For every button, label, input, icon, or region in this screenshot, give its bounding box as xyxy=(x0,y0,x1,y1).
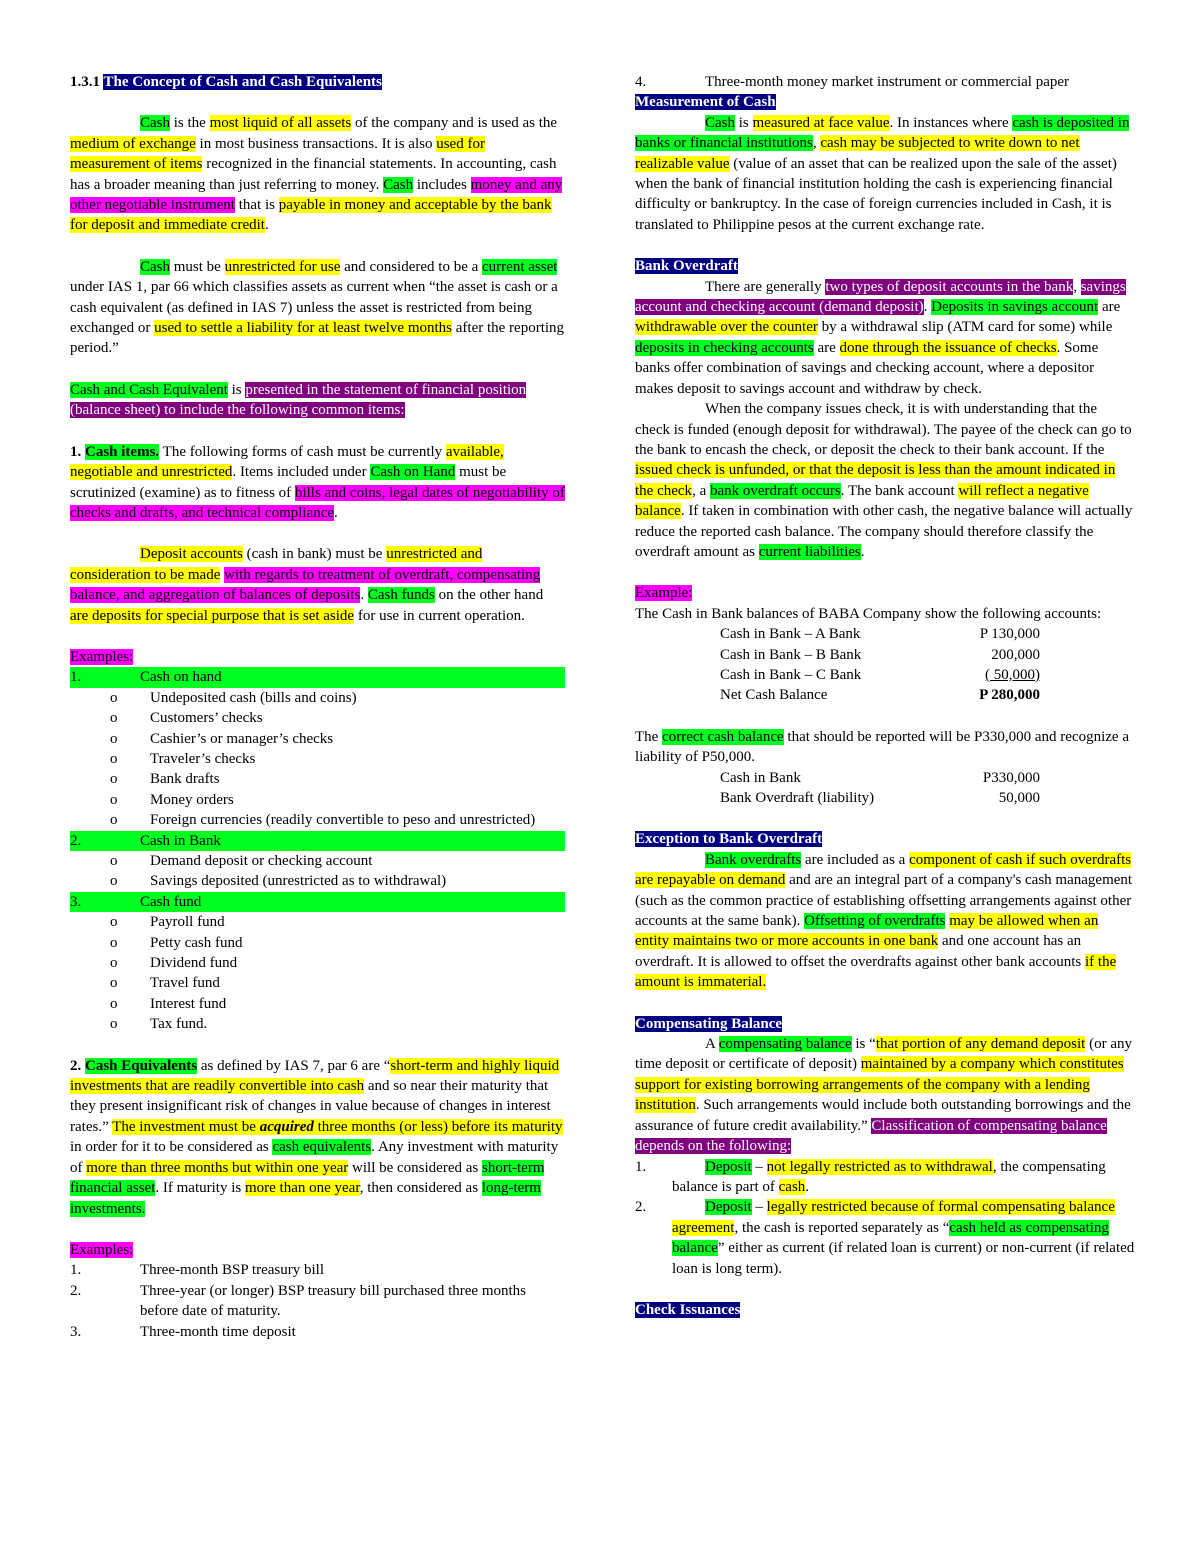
list-item: o Customers’ checks xyxy=(110,710,263,727)
text-segment: most liquid of all assets xyxy=(209,115,352,132)
text-segment: after the reporting period.” xyxy=(70,320,565,357)
list-item: o Undeposited cash (bills and coins) xyxy=(110,689,357,706)
text-segment: legally restricted because of formal compensating balance agreement xyxy=(672,1199,1115,1236)
text-segment: (or any time deposit or certificate of deposit) xyxy=(635,1036,1133,1073)
text-segment: Cash xyxy=(140,258,170,275)
text-segment: , the cash is reported separately as “ xyxy=(734,1219,950,1236)
text-segment: . xyxy=(805,1178,810,1195)
cash-balance-table xyxy=(720,624,1040,706)
paragraph-presented xyxy=(70,380,565,421)
overdraft-heading: Bank Overdraft xyxy=(635,258,738,275)
text-segment: current asset xyxy=(482,258,558,275)
text-segment: that should be reported will be P330,000 and recognize a liability of P50,000. xyxy=(635,728,1129,766)
text-segment: of the company and is used as the xyxy=(351,115,558,132)
text-segment: under IAS 1, par 66 which classifies assets as current when “the asset is cash or a cash equivalent (as defined in IAS 7) unless the asset is restricted from being exchanged or xyxy=(70,279,558,337)
text-segment: Cash xyxy=(383,176,414,193)
text-segment: . Items included under xyxy=(232,464,371,481)
text-segment: A xyxy=(705,1036,719,1053)
text-segment: done through the issuance of checks xyxy=(839,339,1057,356)
text-segment: are deposits for special purpose that is set aside xyxy=(70,607,355,624)
group-header: 1. Cash on hand xyxy=(70,667,565,687)
list-item: o Bank drafts xyxy=(110,771,220,788)
list-item: 3. Three-month time deposit xyxy=(70,1323,296,1340)
list-item: o Foreign currencies (readily convertible to peso and unrestricted) xyxy=(110,812,536,829)
group-header: 3. Cash fund xyxy=(70,892,565,912)
text-segment: Offsetting of overdrafts xyxy=(804,913,946,930)
text-segment: is the xyxy=(170,115,210,132)
text-segment: . In instances where xyxy=(889,114,1013,131)
left-column xyxy=(70,72,565,1342)
text-segment: , xyxy=(812,135,821,152)
text-segment: must be xyxy=(170,258,225,275)
text-segment: that is xyxy=(234,197,279,214)
text-segment: two types of deposit accounts in the bank xyxy=(825,278,1074,295)
text-segment: , a xyxy=(692,482,710,499)
text-segment: withdrawable over the counter xyxy=(635,319,818,336)
text-segment: and so near their maturity that they present insignificant risk of changes in value because of changes in interest rates.” xyxy=(70,1078,551,1135)
check-heading: Check Issuances xyxy=(635,1301,741,1318)
text-segment: There are generally xyxy=(705,278,826,295)
text-segment: – xyxy=(751,1199,767,1216)
text-segment: . If taken in combination with other cash, the negative balance will actually reduce the reported cash balance. The company should therefore classify the overdraft amount as xyxy=(635,503,1133,560)
text-segment: recognized in the financial statements. In accounting, cash has a broader meaning than just referring to money. xyxy=(70,156,557,193)
compensating-heading: Compensating Balance xyxy=(635,1015,783,1032)
text-segment: . Any investment with maturity of xyxy=(70,1139,559,1176)
table-row: Cash in Bank P330,000 xyxy=(720,769,1040,786)
paragraph-check-issues xyxy=(635,399,1135,562)
examples2-label: Examples: xyxy=(70,1241,134,1258)
text-segment: and considered to be a xyxy=(340,258,483,275)
list-item: o Tax fund. xyxy=(110,1016,208,1033)
example-label: Example: xyxy=(635,585,693,602)
paragraph-compensating xyxy=(635,1034,1135,1156)
text-segment: bank overdraft occurs xyxy=(709,482,841,499)
text-segment: . xyxy=(923,299,932,316)
text-segment: Cash xyxy=(705,114,735,131)
group-header: 2. Cash in Bank xyxy=(70,831,565,851)
text-segment: may be allowed when an entity maintains two or more accounts in one bank xyxy=(635,913,1099,950)
text-segment: is “ xyxy=(851,1036,876,1053)
text-segment: savings account and checking account (demand deposit) xyxy=(635,278,1126,316)
text-segment: The investment must be xyxy=(112,1118,260,1135)
list-item: o Traveler’s checks xyxy=(110,750,256,767)
text-segment: . xyxy=(360,587,368,604)
text-segment: The xyxy=(635,728,663,745)
text-segment: medium of exchange xyxy=(70,135,196,152)
text-segment: is xyxy=(735,114,753,131)
text-segment: as defined by IAS 7, par 6 are “ xyxy=(197,1057,391,1074)
text-segment: are included as a xyxy=(801,851,910,868)
table-row: Cash in Bank – C Bank ( 50,000) xyxy=(720,666,1040,683)
text-segment: cash is deposited in banks or financial institutions xyxy=(635,114,1130,152)
text-segment: money and any other negotiable instrument xyxy=(70,176,563,214)
text-segment: on the other hand xyxy=(434,587,544,604)
text-segment: includes xyxy=(413,176,471,193)
text-segment: short-term financial asset xyxy=(70,1159,545,1197)
measurement-heading: Measurement of Cash xyxy=(635,94,776,111)
text-segment: if the amount is immaterial. xyxy=(635,953,1117,991)
text-segment: used to settle a liability for at least twelve months xyxy=(154,320,452,337)
list-item: o Interest fund xyxy=(110,995,227,1012)
list-item: o Savings deposited (unrestricted as to withdrawal) xyxy=(110,873,447,890)
text-segment: . Some banks offer combination of savings and checking account, where a depositor makes deposit to savings account and withdraw by check. xyxy=(635,339,1099,397)
paragraph-cash-unrestricted xyxy=(70,257,565,359)
text-segment: current liabilities xyxy=(758,543,861,560)
text-segment: deposits in checking accounts xyxy=(635,339,814,356)
text-segment: by a withdrawal slip (ATM card for some) while xyxy=(817,319,1113,336)
text-segment: cash equivalents xyxy=(272,1139,372,1156)
text-segment: maintained by a company which constitutes support for existing borrowing arrangements of the company with a lending institution xyxy=(635,1056,1124,1114)
table-row: Cash in Bank – B Bank 200,000 xyxy=(720,646,1040,663)
example-intro: The Cash in Bank balances of BABA Company show the following accounts: xyxy=(635,605,1102,622)
text-segment: are xyxy=(813,339,840,356)
text-segment: Deposits in savings account xyxy=(931,299,1099,316)
text-segment: Cash items. xyxy=(85,443,160,460)
text-segment: cash held as compensating balance xyxy=(672,1219,1109,1257)
text-segment: Cash Equivalents xyxy=(85,1057,198,1074)
list-item: o Cashier’s or manager’s checks xyxy=(110,730,334,747)
text-segment: and one account has an overdraft. It is allowed to offset the overdrafts against other bank accounts xyxy=(635,933,1085,970)
text-segment: Bank overdrafts xyxy=(705,851,802,868)
text-segment: acquired xyxy=(259,1118,314,1135)
text-segment: issued check is unfunded, or that the deposit is less than the amount indicated in the check xyxy=(635,462,1116,499)
paragraph-overdraft xyxy=(635,277,1135,399)
list-item: o Petty cash fund xyxy=(110,934,243,951)
text-segment: Deposit xyxy=(705,1199,752,1216)
text-segment: , then considered as xyxy=(359,1180,482,1197)
text-segment: more than three months but within one year xyxy=(86,1159,349,1176)
text-segment: with regards to treatment of overdraft, compensating balance, and aggregation of balances of deposits xyxy=(70,566,541,604)
compensating-list xyxy=(635,1157,1135,1279)
list-item: 1. Three-month BSP treasury bill xyxy=(70,1262,324,1279)
text-segment: cash xyxy=(778,1178,806,1195)
text-segment: , xyxy=(1073,278,1081,295)
text-segment: unrestricted for use xyxy=(224,258,341,275)
list-item: o Money orders xyxy=(110,791,234,808)
exception-heading: Exception to Bank Overdraft xyxy=(635,831,823,848)
list-item: 2. Three-year (or longer) BSP treasury bill purchased three months before date of maturity. xyxy=(70,1282,526,1320)
text-segment: and are an integral part of a company's cash management (such as the common practice of establishing offsetting arrangements against other accounts at the same bank). xyxy=(635,872,1133,930)
paragraph-cash-equivalents xyxy=(70,1056,565,1219)
text-segment: Classification of compensating balance depends on the following: xyxy=(635,1117,1107,1155)
text-segment: , the compensating balance is part of xyxy=(672,1158,1106,1195)
text-segment: 1. xyxy=(70,443,85,460)
text-segment: (value of an asset that can be realized upon the sale of the asset) when the bank of financial institution holding the cash is experiencing financial difficulty or bankruptcy. In the case of foreign currencies included in Cash, it is translated to Philippine pesos at the current exchange rate. xyxy=(635,155,1117,233)
corrected-balance-table xyxy=(720,768,1040,809)
list-item: o Dividend fund xyxy=(110,955,238,972)
text-segment: Cash on Hand xyxy=(370,464,456,481)
text-segment: short-term and highly liquid investments that are readily convertible into cash xyxy=(70,1057,560,1095)
list-item: o Demand deposit or checking account xyxy=(110,853,373,869)
paragraph-cash-items xyxy=(70,442,565,524)
examples-list xyxy=(70,667,565,1034)
text-segment: unrestricted and consideration to be made xyxy=(70,546,483,583)
text-segment: is xyxy=(227,381,246,398)
text-segment: . The bank account xyxy=(840,482,959,499)
list-item: 4. Three-month money market instrument or commercial paper xyxy=(635,74,1070,90)
text-segment: long-term investments. xyxy=(70,1180,541,1217)
text-segment: measured at face value xyxy=(752,114,890,131)
text-segment: presented in the statement of financial position (balance sheet) to include the following common items: xyxy=(70,381,527,419)
right-column xyxy=(635,72,1135,1320)
text-segment: payable in money and acceptable by the bank for deposit and immediate credit xyxy=(70,197,552,234)
list-item: 1. Deposit – not legally restricted as to withdrawal, the compensating balance is part of cash. xyxy=(635,1158,1106,1195)
list-item: o Payroll fund xyxy=(110,914,225,931)
text-segment: in most business transactions. It is also xyxy=(195,135,437,152)
text-segment: 2. xyxy=(70,1057,85,1074)
text-segment: Cash funds xyxy=(367,587,435,604)
text-segment: will be considered as xyxy=(348,1159,482,1176)
list-item: o Travel fund xyxy=(110,975,220,992)
paragraph-correct-balance xyxy=(635,727,1135,768)
text-segment: more than one year xyxy=(244,1180,360,1197)
text-segment: . xyxy=(860,543,865,560)
table-row: Net Cash Balance P 280,000 xyxy=(720,687,1040,704)
text-segment: not legally restricted as to withdrawal xyxy=(766,1158,993,1175)
text-segment: . xyxy=(334,504,338,521)
text-segment: Cash and Cash Equivalent xyxy=(70,381,228,398)
text-segment: correct cash balance xyxy=(662,728,784,745)
section-title: The Concept of Cash and Cash Equivalents xyxy=(103,74,382,90)
text-segment: cash may be subjected to write down to net realizable value xyxy=(635,135,1080,172)
paragraph-deposit-accounts xyxy=(70,544,565,626)
text-segment: . xyxy=(264,217,269,234)
examples-label: Examples: xyxy=(70,648,134,665)
text-segment: Cash xyxy=(140,115,170,132)
text-segment: Deposit accounts xyxy=(140,546,243,563)
text-segment: bills and coins, legal dates of negotiability of checks and drafts, and technical compliance xyxy=(70,484,565,521)
text-segment: component of cash if such overdrafts are repayable on demand xyxy=(635,851,1132,889)
examples2-list xyxy=(70,1260,565,1342)
text-segment: will reflect a negative balance xyxy=(635,482,1089,520)
text-segment: . If maturity is xyxy=(155,1180,245,1197)
text-segment: in order for it to be considered as xyxy=(70,1139,273,1156)
text-segment: Deposit xyxy=(705,1158,752,1175)
text-segment: are xyxy=(1098,299,1121,316)
text-segment: three months (or less) before its maturity xyxy=(313,1118,563,1135)
text-segment: ” either as current (if related loan is current) or non-current (if related loan is long term). xyxy=(672,1240,1135,1277)
text-segment: that portion of any demand deposit xyxy=(875,1036,1086,1053)
section-heading: 1.3.1 The Concept of Cash and Cash Equivalents xyxy=(70,74,382,90)
text-segment: compensating balance xyxy=(718,1036,852,1053)
paragraph-exception xyxy=(635,850,1135,993)
text-segment: When the company issues check, it is with understanding that the check is funded (enough deposit for withdrawal). The payee of the check can go to the bank to encash the check, or deposit the check to their bank account. If the xyxy=(635,401,1132,458)
text-segment: used for measurement of items xyxy=(70,135,485,173)
table-row: Cash in Bank – A Bank P 130,000 xyxy=(720,626,1040,643)
table-row: Bank Overdraft (liability) 50,000 xyxy=(720,790,1040,806)
text-segment: – xyxy=(751,1158,767,1175)
text-segment: for use in current operation. xyxy=(354,607,525,624)
text-segment: (cash in bank) must be xyxy=(242,546,387,563)
text-segment: must be scrutinized (examine) as to fitness of xyxy=(70,464,507,501)
text-segment: The following forms of cash must be currently xyxy=(159,443,446,460)
list-item: 2. Deposit – legally restricted because of formal compensating balance agreement, the cash is reported separately as “cash held as compensating balance” either as current (if related loan is current) or non-current (if related loan is long term). xyxy=(635,1199,1135,1277)
paragraph-measurement xyxy=(635,113,1135,235)
text-segment: available, negotiable and unrestricted xyxy=(70,443,504,481)
paragraph-cash-definition xyxy=(70,113,565,235)
text-segment: . Such arrangements would include both outstanding borrowings and the assurance of future credit availability.” xyxy=(635,1097,1131,1134)
